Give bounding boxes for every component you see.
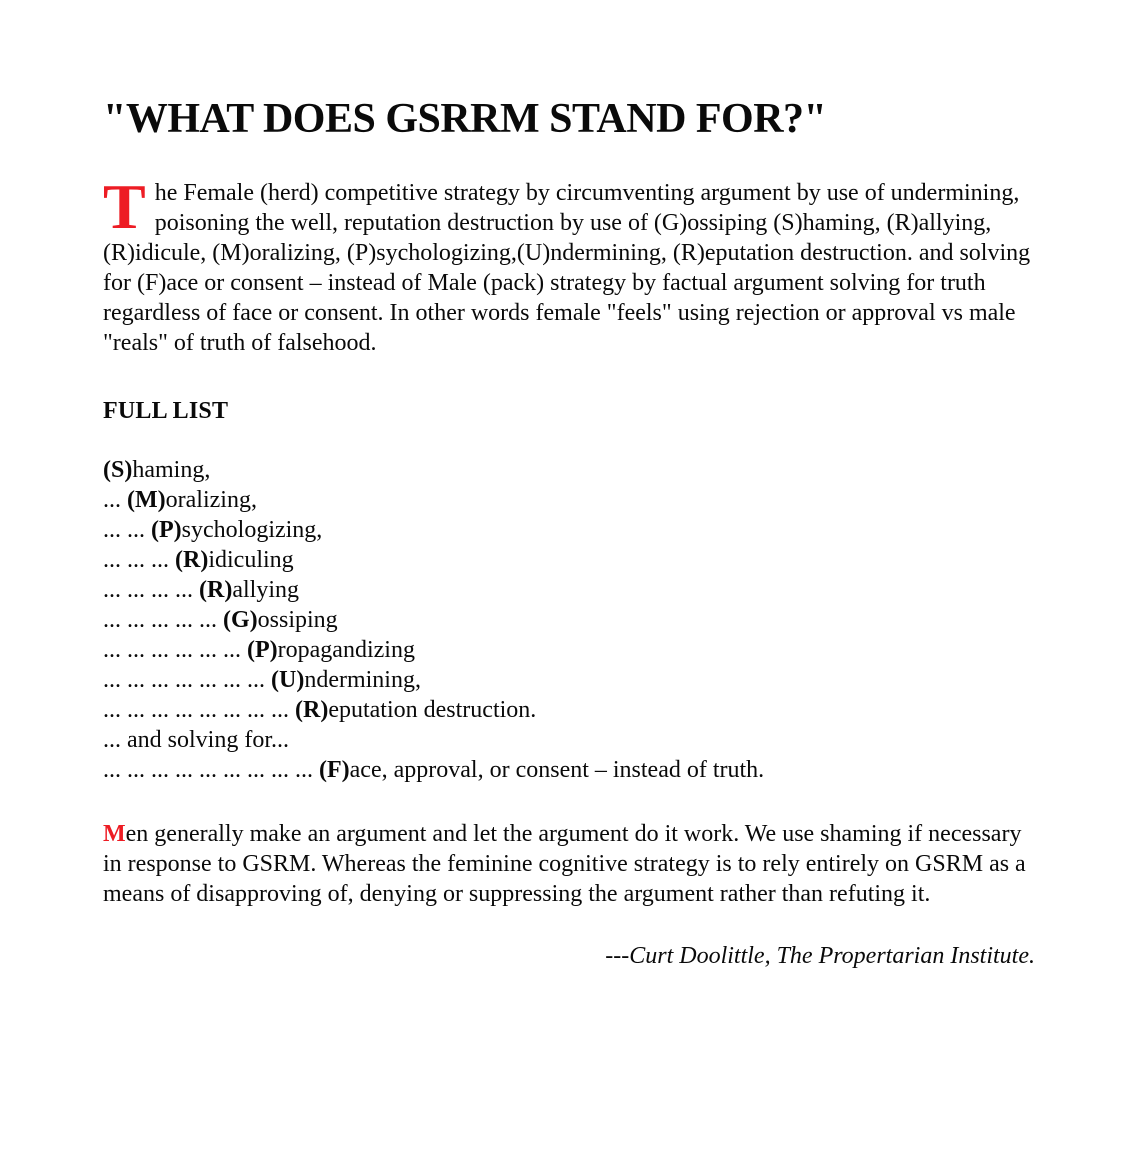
list-item-acronym-letter: (R) bbox=[199, 577, 233, 604]
list-item bbox=[103, 605, 1035, 635]
list-item bbox=[103, 695, 1035, 725]
list-item-word-rest: ossiping bbox=[257, 607, 338, 634]
intro-paragraph bbox=[103, 171, 1035, 358]
list-item bbox=[103, 665, 1035, 695]
attribution-line: ---Curt Doolittle, The Propertarian Institute. bbox=[605, 943, 1035, 970]
closing-paragraph-text: en generally make an argument and let the argument do it work. We use shaming if necessary in response to GSRM. Whereas the feminine cognitive strategy is to rely entirely on GSRM as a means of disapproving of, denying or suppressing the argument rather than refuting it. bbox=[103, 821, 1026, 908]
list-item-ellipsis-prefix: ... ... ... ... ... bbox=[103, 607, 223, 634]
list-item-ellipsis-prefix: ... and solving for... bbox=[103, 727, 289, 754]
list-item bbox=[103, 545, 1035, 575]
list-item-acronym-letter: (R) bbox=[295, 697, 329, 724]
list-item bbox=[103, 575, 1035, 605]
list-item-acronym-letter: (U) bbox=[271, 667, 305, 694]
list-item bbox=[103, 725, 1035, 755]
lead-letter: M bbox=[103, 821, 126, 848]
list-item-word-rest: oralizing, bbox=[165, 487, 257, 514]
list-item-ellipsis-prefix: ... ... bbox=[103, 517, 151, 544]
list-item-word-rest: allying bbox=[232, 577, 299, 604]
list-item-word-rest: ace, approval, or consent – instead of truth. bbox=[349, 757, 765, 784]
list-item-word-rest: haming, bbox=[132, 457, 211, 484]
list-item-ellipsis-prefix: ... ... ... ... bbox=[103, 577, 199, 604]
page-title: "WHAT DOES GSRRM STAND FOR?" bbox=[103, 96, 827, 142]
list-item-ellipsis-prefix: ... ... ... ... ... ... ... ... ... bbox=[103, 757, 319, 784]
full-list-heading: FULL LIST bbox=[103, 398, 229, 425]
list-item bbox=[103, 485, 1035, 515]
list-item-acronym-letter: (M) bbox=[127, 487, 166, 514]
list-item-word-rest: idiculing bbox=[208, 547, 294, 574]
list-item-ellipsis-prefix: ... ... ... ... ... ... ... bbox=[103, 667, 271, 694]
list-item-ellipsis-prefix: ... bbox=[103, 487, 127, 514]
drop-cap: T bbox=[103, 171, 146, 243]
list-item-word-rest: eputation destruction. bbox=[328, 697, 537, 724]
full-list bbox=[103, 455, 1035, 785]
list-item-ellipsis-prefix: ... ... ... bbox=[103, 547, 175, 574]
list-item-acronym-letter: (S) bbox=[103, 457, 133, 484]
list-item-acronym-letter: (G) bbox=[223, 607, 258, 634]
list-item-acronym-letter: (F) bbox=[319, 757, 350, 784]
list-item bbox=[103, 515, 1035, 545]
list-item bbox=[103, 755, 1035, 785]
list-item bbox=[103, 455, 1035, 485]
list-item-acronym-letter: (P) bbox=[151, 517, 182, 544]
list-item-ellipsis-prefix: ... ... ... ... ... ... bbox=[103, 637, 247, 664]
intro-paragraph-text: he Female (herd) competitive strategy by circumventing argument by use of undermining, poisoning the well, reputation destruction by use of (G)ossiping (S)haming, (R)allying, (R)idicule, (M)oralizing, (P)sychologizing,(U)ndermining, (R)eputation destruction. and solving for (F)ace or consent – instead of Male (pack) strategy by factual argument solving for truth regardless of face or consent. In other words female "feels" using rejection or approval vs male "reals" of truth of falsehood. bbox=[103, 180, 1031, 357]
closing-paragraph bbox=[103, 819, 1035, 909]
list-item-acronym-letter: (R) bbox=[175, 547, 209, 574]
list-item bbox=[103, 635, 1035, 665]
list-item-word-rest: sychologizing, bbox=[181, 517, 323, 544]
list-item-word-rest: ropagandizing bbox=[277, 637, 415, 664]
list-item-ellipsis-prefix: ... ... ... ... ... ... ... ... bbox=[103, 697, 295, 724]
list-item-acronym-letter: (P) bbox=[247, 637, 278, 664]
list-item-word-rest: ndermining, bbox=[304, 667, 421, 694]
